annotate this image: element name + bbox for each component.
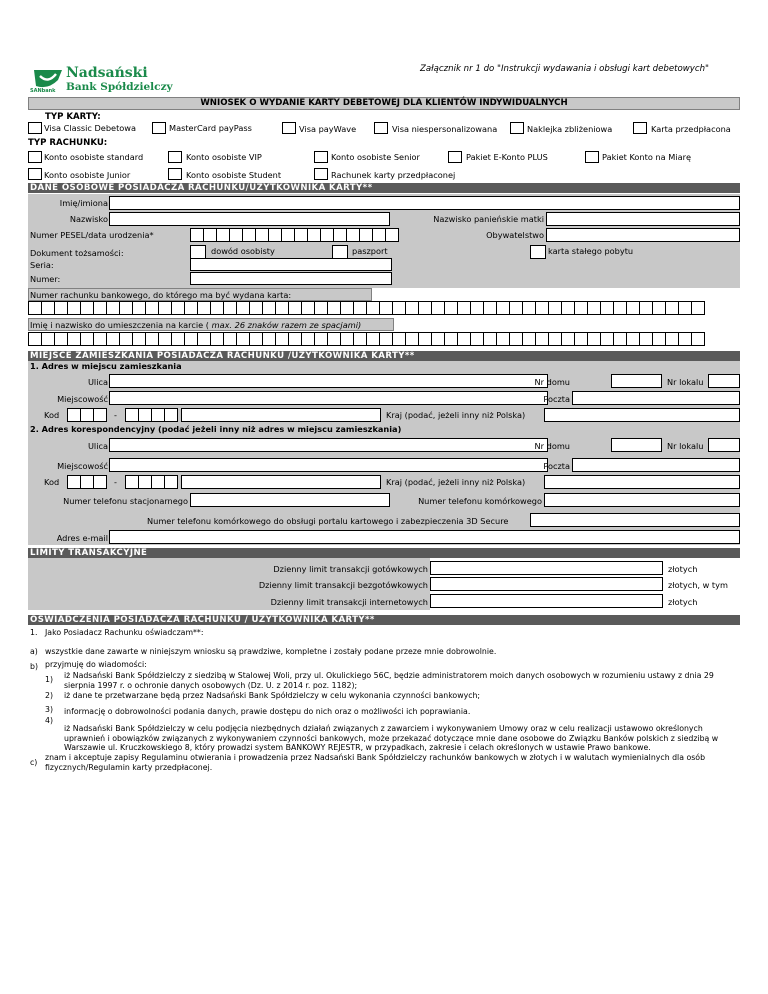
card-option-label: Karta przedpłacona bbox=[651, 124, 731, 134]
account-number-label: Numer rachunku bankowego, do którego ma być wydana karta: bbox=[30, 290, 292, 300]
digit-cell[interactable] bbox=[652, 301, 666, 315]
card-sticker-checkbox[interactable] bbox=[510, 122, 524, 134]
account-number-cells[interactable] bbox=[28, 301, 704, 315]
digit-cell[interactable] bbox=[93, 408, 107, 422]
b1-number: 1) bbox=[45, 675, 54, 684]
digit-cell[interactable] bbox=[119, 332, 133, 346]
digit-cell[interactable] bbox=[678, 332, 692, 346]
a-number: a) bbox=[30, 647, 38, 656]
logo-group: SANbank bbox=[30, 88, 56, 94]
c-text: znam i akceptuje zapisy Regulaminu otwierania i prowadzenia przez Nadsański Bank Spółdzielczy rachunków bankowych w złotych i w walutach wymienialnych dla osób fizycznych/Regulamin karty przedpłaconej. bbox=[45, 753, 706, 772]
digit-cell[interactable] bbox=[151, 408, 165, 422]
card-option-label: Visa niespersonalizowana bbox=[392, 124, 498, 134]
id-doc-label: Dokument tożsamości: bbox=[30, 248, 124, 258]
digit-cell[interactable] bbox=[372, 228, 386, 242]
digit-cell[interactable] bbox=[470, 301, 484, 315]
digit-cell[interactable] bbox=[353, 301, 367, 315]
digit-cell[interactable] bbox=[327, 332, 341, 346]
a-text: wszystkie dane zawarte w niniejszym wniosku są prawdziwe, kompletne i zostały podane przeze mnie dobrowolnie. bbox=[45, 647, 497, 656]
digit-cell[interactable] bbox=[281, 228, 295, 242]
bank-logo bbox=[30, 66, 180, 96]
digit-cell[interactable] bbox=[639, 332, 653, 346]
digit-cell[interactable] bbox=[80, 475, 94, 489]
b4-number: 4) bbox=[45, 716, 54, 725]
corr-street-label: Ulica bbox=[87, 441, 108, 451]
corr-house-no-input[interactable] bbox=[611, 438, 662, 452]
digit-cell[interactable] bbox=[125, 408, 139, 422]
number-label: Numer: bbox=[30, 274, 61, 284]
landline-input[interactable] bbox=[190, 493, 390, 507]
card-option-label: Visa Classic Debetowa bbox=[44, 123, 137, 133]
corr-post-office-input[interactable] bbox=[572, 458, 740, 472]
digit-cell[interactable] bbox=[236, 332, 250, 346]
house-no-input[interactable] bbox=[611, 374, 662, 388]
digit-cell[interactable] bbox=[275, 332, 289, 346]
digit-cell[interactable] bbox=[158, 332, 172, 346]
digit-cell[interactable] bbox=[359, 228, 373, 242]
digit-cell[interactable] bbox=[138, 475, 152, 489]
account-standard-checkbox[interactable] bbox=[28, 151, 42, 163]
b2-number: 2) bbox=[45, 691, 54, 700]
account-student-checkbox[interactable] bbox=[168, 168, 182, 180]
logo-name-line2: Bank Spółdzielczy bbox=[66, 81, 173, 93]
surname-label: Nazwisko bbox=[69, 214, 108, 224]
residence-card-label: karta stałego pobytu bbox=[548, 246, 634, 256]
b2-text: iż dane te przetwarzane będą przez Nadsański Bank Spółdzielczy w celu wykonania czynności bankowych; bbox=[64, 691, 481, 700]
flat-no-label: Nr lokalu bbox=[667, 377, 704, 387]
street-label: Ulica bbox=[87, 377, 108, 387]
account-option-label: Konto osobiste standard bbox=[44, 152, 144, 162]
digit-cell[interactable] bbox=[392, 332, 406, 346]
digit-cell[interactable] bbox=[333, 228, 347, 242]
statements-heading: OŚWIADCZENIA POSIADACZA RACHUNKU / UŻYTKOWNIKA KARTY** bbox=[28, 615, 740, 625]
digit-cell[interactable] bbox=[548, 332, 562, 346]
residence-sub2: 2. Adres korespondencyjny (podać jeżeli inny niż adres w miejscu zamieszkania) bbox=[30, 424, 402, 434]
b4-text: iż Nadsański Bank Spółdzielczy w celu podjęcia niezbędnych działań związanych z zawarciem i wykonywaniem Umowy oraz w celu realizacji ustawowo określonych uprawnień i obowiązków związanych z wykonywaniem czynności bankowych, może przekazać dotyczące mnie dane osobowe do Związku Banków polskich z siedzibą w Warszawie ul. Kruczkowskiego 8, który prowadzi system BANKOWY REJESTR, w przypadkach, zakresie i celach określonych w ustawie Prawo bankowe. bbox=[64, 724, 719, 753]
cashless-limit-label: Dzienny limit transakcji bezgotówkowych bbox=[258, 580, 428, 590]
corr-postcode-dash: - bbox=[114, 477, 117, 487]
digit-cell[interactable] bbox=[340, 301, 354, 315]
digit-cell[interactable] bbox=[262, 301, 276, 315]
digit-cell[interactable] bbox=[522, 332, 536, 346]
b3-text: informację o dobrowolności podania danych, prawie dostępu do nich oraz o możliwości ich poprawiania. bbox=[64, 707, 471, 716]
card-visa-nonpersonal-checkbox[interactable] bbox=[374, 122, 388, 134]
digit-cell[interactable] bbox=[379, 301, 393, 315]
digit-cell[interactable] bbox=[496, 332, 510, 346]
card-prepaid-checkbox[interactable] bbox=[633, 122, 647, 134]
digit-cell[interactable] bbox=[600, 332, 614, 346]
corr-flat-no-label: Nr lokalu bbox=[667, 441, 704, 451]
surname-input[interactable] bbox=[109, 212, 390, 226]
corr-flat-no-input[interactable] bbox=[708, 438, 740, 452]
city-label: Miejscowość bbox=[57, 394, 108, 404]
card-visa-classic-checkbox[interactable] bbox=[28, 122, 42, 134]
digit-cell[interactable] bbox=[223, 301, 237, 315]
corr-post-office-label: Poczta bbox=[543, 461, 570, 471]
account-option-label: Konto osobiste Student bbox=[186, 170, 282, 180]
post-office-label: Poczta bbox=[543, 394, 570, 404]
digit-cell[interactable] bbox=[67, 332, 81, 346]
personal-heading: DANE OSOBOWE POSIADACZA RACHUNKU/UŻYTKOWNIKA KARTY** bbox=[28, 183, 740, 193]
digit-cell[interactable] bbox=[587, 332, 601, 346]
digit-cell[interactable] bbox=[249, 301, 263, 315]
digit-cell[interactable] bbox=[457, 332, 471, 346]
digit-cell[interactable] bbox=[197, 301, 211, 315]
internet-limit-unit: złotych bbox=[668, 597, 698, 607]
street-input[interactable] bbox=[109, 374, 548, 388]
post-office-input[interactable] bbox=[572, 391, 740, 405]
digit-cell[interactable] bbox=[294, 228, 308, 242]
digit-cell[interactable] bbox=[106, 332, 120, 346]
residence-heading: MIEJSCE ZAMIESZKANIA POSIADACZA RACHUNKU /UŻYTKOWNIKA KARTY** bbox=[28, 351, 740, 361]
maiden-name-label: Nazwisko panieńskie matki bbox=[433, 214, 544, 224]
account-option-label: Rachunek karty przedpłaconej bbox=[331, 170, 456, 180]
card-option-label: Visa payWave bbox=[299, 124, 357, 134]
digit-cell[interactable] bbox=[132, 301, 146, 315]
postcode-city-input[interactable] bbox=[181, 408, 381, 422]
corr-postcode-city-input[interactable] bbox=[181, 475, 381, 489]
account-option-label: Konto osobiste Senior bbox=[331, 152, 420, 162]
digit-cell[interactable] bbox=[67, 475, 81, 489]
digit-cell[interactable] bbox=[385, 228, 399, 242]
digit-cell[interactable] bbox=[691, 301, 705, 315]
digit-cell[interactable] bbox=[470, 332, 484, 346]
corr-city-label: Miejscowość bbox=[57, 461, 108, 471]
digit-cell[interactable] bbox=[346, 228, 360, 242]
digit-cell[interactable] bbox=[67, 408, 81, 422]
passport-checkbox[interactable] bbox=[332, 245, 348, 259]
mobile-input[interactable] bbox=[544, 493, 740, 507]
first-names-input[interactable] bbox=[109, 196, 740, 210]
digit-cell[interactable] bbox=[431, 301, 445, 315]
digit-cell[interactable] bbox=[106, 301, 120, 315]
digit-cell[interactable] bbox=[444, 301, 458, 315]
card-name-cells[interactable] bbox=[28, 332, 704, 346]
country-label: Kraj (podać, jeżeli inny niż Polska) bbox=[386, 410, 526, 420]
digit-cell[interactable] bbox=[483, 332, 497, 346]
citizenship-label: Obywatelstwo bbox=[486, 230, 544, 240]
first-names-label: Imię/imiona bbox=[59, 198, 108, 208]
digit-cell[interactable] bbox=[151, 475, 165, 489]
internet-limit-label: Dzienny limit transakcji internetowych bbox=[270, 597, 428, 607]
cashless-limit-unit: złotych, w tym bbox=[668, 580, 728, 590]
account-vip-checkbox[interactable] bbox=[168, 151, 182, 163]
cashless-limit-input[interactable] bbox=[430, 577, 663, 591]
digit-cell[interactable] bbox=[223, 332, 237, 346]
card-mastercard-checkbox[interactable] bbox=[152, 122, 166, 134]
digit-cell[interactable] bbox=[54, 301, 68, 315]
maiden-name-input[interactable] bbox=[546, 212, 740, 226]
digit-cell[interactable] bbox=[275, 301, 289, 315]
corr-postcode-cells-a[interactable] bbox=[67, 475, 106, 489]
digit-cell[interactable] bbox=[496, 301, 510, 315]
logo-name-line1: Nadsański bbox=[66, 65, 148, 81]
digit-cell[interactable] bbox=[327, 301, 341, 315]
email-label: Adres e-mail bbox=[56, 533, 108, 543]
digit-cell[interactable] bbox=[216, 228, 230, 242]
c-number: c) bbox=[30, 758, 38, 767]
digit-cell[interactable] bbox=[600, 301, 614, 315]
digit-cell[interactable] bbox=[54, 332, 68, 346]
digit-cell[interactable] bbox=[236, 301, 250, 315]
digit-cell[interactable] bbox=[652, 332, 666, 346]
digit-cell[interactable] bbox=[210, 332, 224, 346]
b3-number: 3) bbox=[45, 705, 54, 714]
digit-cell[interactable] bbox=[320, 228, 334, 242]
card-option-label: MasterCard payPass bbox=[169, 123, 252, 133]
corr-house-no-label: Nr domu bbox=[534, 441, 570, 451]
id-card-checkbox[interactable] bbox=[190, 245, 206, 259]
digit-cell[interactable] bbox=[190, 228, 204, 242]
digit-cell[interactable] bbox=[639, 301, 653, 315]
digit-cell[interactable] bbox=[93, 332, 107, 346]
digit-cell[interactable] bbox=[509, 332, 523, 346]
digit-cell[interactable] bbox=[561, 332, 575, 346]
corr-postcode-cells-b[interactable] bbox=[125, 475, 177, 489]
card-option-label: Naklejka zbliżeniowa bbox=[527, 124, 613, 134]
residence-sub1: 1. Adres w miejscu zamieszkania bbox=[30, 361, 182, 371]
account-senior-checkbox[interactable] bbox=[314, 151, 328, 163]
annex-note: Załącznik nr 1 do "Instrukcji wydawania i obsługi kart debetowych" bbox=[420, 64, 709, 74]
digit-cell[interactable] bbox=[268, 228, 282, 242]
limits-heading: LIMITY TRANSAKCYJNE bbox=[28, 548, 740, 558]
account-prepaid-checkbox[interactable] bbox=[314, 168, 328, 180]
digit-cell[interactable] bbox=[164, 475, 178, 489]
digit-cell[interactable] bbox=[184, 332, 198, 346]
digit-cell[interactable] bbox=[164, 408, 178, 422]
digit-cell[interactable] bbox=[229, 228, 243, 242]
account-option-label: Konto osobiste Junior bbox=[44, 170, 131, 180]
digit-cell[interactable] bbox=[80, 301, 94, 315]
internet-limit-input[interactable] bbox=[430, 594, 663, 608]
digit-cell[interactable] bbox=[314, 301, 328, 315]
digit-cell[interactable] bbox=[262, 332, 276, 346]
id-card-label: dowód osobisty bbox=[211, 246, 275, 256]
digit-cell[interactable] bbox=[418, 301, 432, 315]
flat-no-input[interactable] bbox=[708, 374, 740, 388]
digit-cell[interactable] bbox=[613, 332, 627, 346]
digit-cell[interactable] bbox=[626, 332, 640, 346]
residence-card-checkbox[interactable] bbox=[530, 245, 546, 259]
digit-cell[interactable] bbox=[613, 301, 627, 315]
digit-cell[interactable] bbox=[379, 332, 393, 346]
card-visa-paywave-checkbox[interactable] bbox=[282, 122, 296, 134]
digit-cell[interactable] bbox=[119, 301, 133, 315]
digit-cell[interactable] bbox=[535, 332, 549, 346]
digit-cell[interactable] bbox=[210, 301, 224, 315]
digit-cell[interactable] bbox=[678, 301, 692, 315]
digit-cell[interactable] bbox=[80, 332, 94, 346]
digit-cell[interactable] bbox=[242, 228, 256, 242]
landline-label: Numer telefonu stacjonarnego bbox=[63, 496, 188, 506]
pesel-label: Numer PESEL/data urodzenia* bbox=[30, 230, 154, 240]
account-option-label: Pakiet Konto na Miarę bbox=[602, 152, 692, 162]
digit-cell[interactable] bbox=[587, 301, 601, 315]
cash-limit-input[interactable] bbox=[430, 561, 663, 575]
series-input[interactable] bbox=[190, 258, 392, 271]
p1-text: Jako Posiadacz Rachunku oświadczam**: bbox=[45, 628, 204, 637]
digit-cell[interactable] bbox=[314, 332, 328, 346]
digit-cell[interactable] bbox=[522, 301, 536, 315]
card-name-label: Imię i nazwisko do umieszczenia na karcie ( max. 26 znaków razem ze spacjami) bbox=[30, 320, 362, 330]
digit-cell[interactable] bbox=[340, 332, 354, 346]
digit-cell[interactable] bbox=[483, 301, 497, 315]
digit-cell[interactable] bbox=[80, 408, 94, 422]
digit-cell[interactable] bbox=[93, 301, 107, 315]
digit-cell[interactable] bbox=[197, 332, 211, 346]
postcode-cells-a[interactable] bbox=[67, 408, 106, 422]
digit-cell[interactable] bbox=[255, 228, 269, 242]
digit-cell[interactable] bbox=[41, 301, 55, 315]
postcode-label: Kod bbox=[44, 410, 60, 420]
digit-cell[interactable] bbox=[548, 301, 562, 315]
series-label: Seria: bbox=[30, 260, 54, 270]
digit-cell[interactable] bbox=[125, 475, 139, 489]
digit-cell[interactable] bbox=[353, 332, 367, 346]
digit-cell[interactable] bbox=[457, 301, 471, 315]
pesel-cells[interactable] bbox=[190, 228, 398, 242]
digit-cell[interactable] bbox=[184, 301, 198, 315]
account-option-label: Pakiet E-Konto PLUS bbox=[466, 152, 548, 162]
account-miare-checkbox[interactable] bbox=[585, 151, 599, 163]
digit-cell[interactable] bbox=[307, 228, 321, 242]
digit-cell[interactable] bbox=[392, 301, 406, 315]
mobile-label: Numer telefonu komórkowego bbox=[418, 496, 542, 506]
digit-cell[interactable] bbox=[665, 332, 679, 346]
digit-cell[interactable] bbox=[366, 301, 380, 315]
account-ekonto-checkbox[interactable] bbox=[448, 151, 462, 163]
corr-country-input[interactable] bbox=[544, 475, 740, 489]
b1-text: iż Nadsański Bank Spółdzielczy z siedzibą w Stalowej Woli, przy ul. Okulickiego 56C, będzie administratorem moich danych osobowych w rozumieniu ustawy z dnia 29 sierpnia 1997 r. o ochronie danych osobowych (Dz. U. z 2014 r. poz. 1182); bbox=[64, 671, 714, 690]
form-title: WNIOSEK O WYDANIE KARTY DEBETOWEJ DLA KLIENTÓW INDYWIDUALNYCH bbox=[200, 98, 568, 108]
digit-cell[interactable] bbox=[145, 332, 159, 346]
corr-postcode-label: Kod bbox=[44, 477, 60, 487]
digit-cell[interactable] bbox=[93, 475, 107, 489]
digit-cell[interactable] bbox=[171, 332, 185, 346]
digit-cell[interactable] bbox=[561, 301, 575, 315]
digit-cell[interactable] bbox=[158, 301, 172, 315]
digit-cell[interactable] bbox=[28, 301, 42, 315]
digit-cell[interactable] bbox=[509, 301, 523, 315]
digit-cell[interactable] bbox=[366, 332, 380, 346]
mobile-3ds-input[interactable] bbox=[530, 513, 740, 527]
digit-cell[interactable] bbox=[535, 301, 549, 315]
postcode-cells-b[interactable] bbox=[125, 408, 177, 422]
b-text: przyjmuję do wiadomości: bbox=[45, 660, 147, 669]
digit-cell[interactable] bbox=[249, 332, 263, 346]
mobile-3ds-label: Numer telefonu komórkowego do obsługi portalu kartowego i zabezpieczenia 3D Secure bbox=[147, 516, 509, 526]
country-input[interactable] bbox=[544, 408, 740, 422]
account-junior-checkbox[interactable] bbox=[28, 168, 42, 180]
city-input[interactable] bbox=[109, 391, 548, 405]
digit-cell[interactable] bbox=[626, 301, 640, 315]
digit-cell[interactable] bbox=[405, 301, 419, 315]
corr-city-input[interactable] bbox=[109, 458, 548, 472]
digit-cell[interactable] bbox=[41, 332, 55, 346]
corr-street-input[interactable] bbox=[109, 438, 548, 452]
account-type-heading: TYP RACHUNKU: bbox=[28, 138, 108, 148]
doc-number-input[interactable] bbox=[190, 272, 392, 285]
digit-cell[interactable] bbox=[171, 301, 185, 315]
b-number: b) bbox=[30, 662, 38, 671]
digit-cell[interactable] bbox=[138, 408, 152, 422]
digit-cell[interactable] bbox=[691, 332, 705, 346]
digit-cell[interactable] bbox=[203, 228, 217, 242]
citizenship-input[interactable] bbox=[546, 228, 740, 242]
p1-number: 1. bbox=[30, 628, 38, 637]
account-option-label: Konto osobiste VIP bbox=[186, 152, 262, 162]
cash-limit-unit: złotych bbox=[668, 564, 698, 574]
digit-cell[interactable] bbox=[67, 301, 81, 315]
postcode-dash: - bbox=[114, 410, 117, 420]
digit-cell[interactable] bbox=[145, 301, 159, 315]
house-no-label: Nr domu bbox=[534, 377, 570, 387]
digit-cell[interactable] bbox=[574, 332, 588, 346]
passport-label: paszport bbox=[352, 246, 388, 256]
digit-cell[interactable] bbox=[418, 332, 432, 346]
digit-cell[interactable] bbox=[444, 332, 458, 346]
digit-cell[interactable] bbox=[301, 301, 315, 315]
digit-cell[interactable] bbox=[405, 332, 419, 346]
digit-cell[interactable] bbox=[665, 301, 679, 315]
digit-cell[interactable] bbox=[574, 301, 588, 315]
digit-cell[interactable] bbox=[28, 332, 42, 346]
digit-cell[interactable] bbox=[431, 332, 445, 346]
corr-country-label: Kraj (podać, jeżeli inny niż Polska) bbox=[386, 477, 526, 487]
cash-limit-label: Dzienny limit transakcji gotówkowych bbox=[273, 564, 428, 574]
digit-cell[interactable] bbox=[288, 301, 302, 315]
digit-cell[interactable] bbox=[301, 332, 315, 346]
email-input[interactable] bbox=[109, 530, 740, 544]
digit-cell[interactable] bbox=[288, 332, 302, 346]
digit-cell[interactable] bbox=[132, 332, 146, 346]
card-type-heading: TYP KARTY: bbox=[45, 112, 101, 122]
